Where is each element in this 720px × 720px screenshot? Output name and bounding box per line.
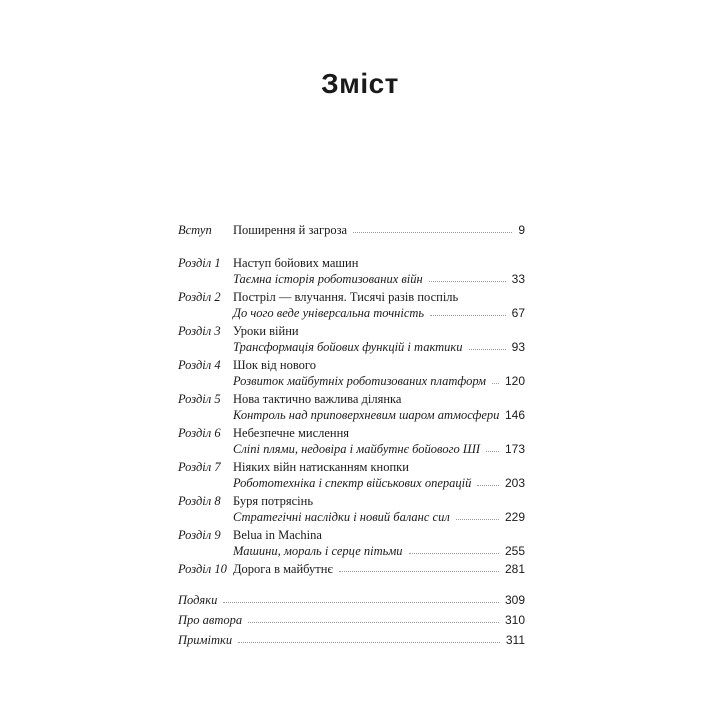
entry-page: 229: [504, 510, 525, 524]
toc-entry: [0, 222, 720, 238]
entry-title: Небезпечне мислення: [233, 426, 350, 440]
entry-page: 120: [504, 374, 525, 388]
entry-title: Belua in Machina: [233, 528, 322, 542]
entry-page: 203: [504, 476, 525, 490]
entry-subtitle: Стратегічні наслідки і новий баланс сил: [233, 510, 450, 524]
entry-subtitle: Контроль над приповерхневим шаром атмосфери: [233, 408, 500, 422]
entry-label: Розділ 8: [178, 494, 221, 508]
toc-entry: [0, 561, 720, 577]
entry-page: 9: [518, 223, 525, 237]
entry-label: Примітки: [178, 633, 233, 647]
toc-entry: [0, 289, 720, 321]
entry-label: Розділ 6: [178, 426, 221, 440]
entry-page: 281: [504, 562, 525, 576]
entry-page: 146: [504, 408, 525, 422]
toc-entry: [0, 425, 720, 457]
dot-leader: [456, 519, 499, 520]
entry-page: 67: [511, 306, 525, 320]
entry-title: Уроки війни: [233, 324, 299, 338]
entry-title: Наступ бойових машин: [233, 256, 359, 270]
entry-subtitle: Трансформація бойових функцій і тактики: [233, 340, 463, 354]
toc-entry: [0, 357, 720, 389]
entry-label: Розділ 4: [178, 358, 221, 372]
dot-leader: [477, 485, 499, 486]
entry-title: Постріл — влучання. Тисячі разів поспіль: [233, 290, 459, 304]
toc-back-entry: [0, 612, 720, 628]
entry-label: Розділ 5: [178, 392, 221, 406]
dot-leader: [469, 349, 506, 350]
entry-title: Буря потрясінь: [233, 494, 314, 508]
entry-subtitle: Сліпі плями, недовіра і майбутнє бойового ШІ: [233, 442, 481, 456]
entry-title: Ніяких війн натисканням кнопки: [233, 460, 409, 474]
entry-page: 93: [511, 340, 525, 354]
entry-label: Розділ 7: [178, 460, 221, 474]
entry-title: Поширення й загроза: [233, 223, 348, 237]
page-title: Зміст: [321, 68, 399, 99]
entry-page: 255: [504, 544, 525, 558]
entry-subtitle: Таємна історія роботизованих війн: [233, 272, 423, 286]
toc-entry: [0, 493, 720, 525]
entry-label: Вступ: [178, 223, 212, 237]
entry-title: Нова тактично важлива ділянка: [233, 392, 402, 406]
toc-entry: [0, 255, 720, 287]
entry-label: Розділ 3: [178, 324, 221, 338]
entry-subtitle: До чого веде універсальна точність: [233, 306, 425, 320]
entry-label: Розділ 10: [178, 562, 227, 576]
toc-entry: [0, 459, 720, 491]
dot-leader: [353, 232, 512, 233]
toc-back-entry: [0, 632, 720, 648]
dot-leader: [492, 383, 499, 384]
entry-subtitle: Розвиток майбутніх роботизованих платформ: [233, 374, 486, 388]
entry-label: Розділ 9: [178, 528, 221, 542]
dot-leader: [486, 451, 499, 452]
entry-label: Подяки: [178, 593, 218, 607]
dot-leader: [238, 642, 500, 643]
dot-leader: [248, 622, 499, 623]
entry-title: Дорога в майбутнє: [233, 562, 333, 576]
entry-page: 173: [504, 442, 525, 456]
toc-back-entry: [0, 592, 720, 608]
entry-page: 309: [504, 593, 525, 607]
entry-label: Розділ 2: [178, 290, 221, 304]
entry-subtitle: Машини, мораль і серце пітьми: [233, 544, 403, 558]
dot-leader: [339, 571, 499, 572]
dot-leader: [223, 602, 499, 603]
dot-leader: [430, 315, 506, 316]
entry-label: Розділ 1: [178, 256, 221, 270]
dot-leader: [409, 553, 499, 554]
entry-title: Шок від нового: [233, 358, 316, 372]
entry-page: 311: [505, 633, 525, 647]
entry-label: Про автора: [178, 613, 243, 627]
dot-leader: [429, 281, 506, 282]
entry-subtitle: Робототехніка і спектр військових операцій: [233, 476, 472, 490]
toc-entry: [0, 391, 720, 423]
entry-page: 310: [504, 613, 525, 627]
table-of-contents: [0, 222, 720, 652]
toc-entry: [0, 527, 720, 559]
toc-entry: [0, 323, 720, 355]
entry-page: 33: [511, 272, 525, 286]
